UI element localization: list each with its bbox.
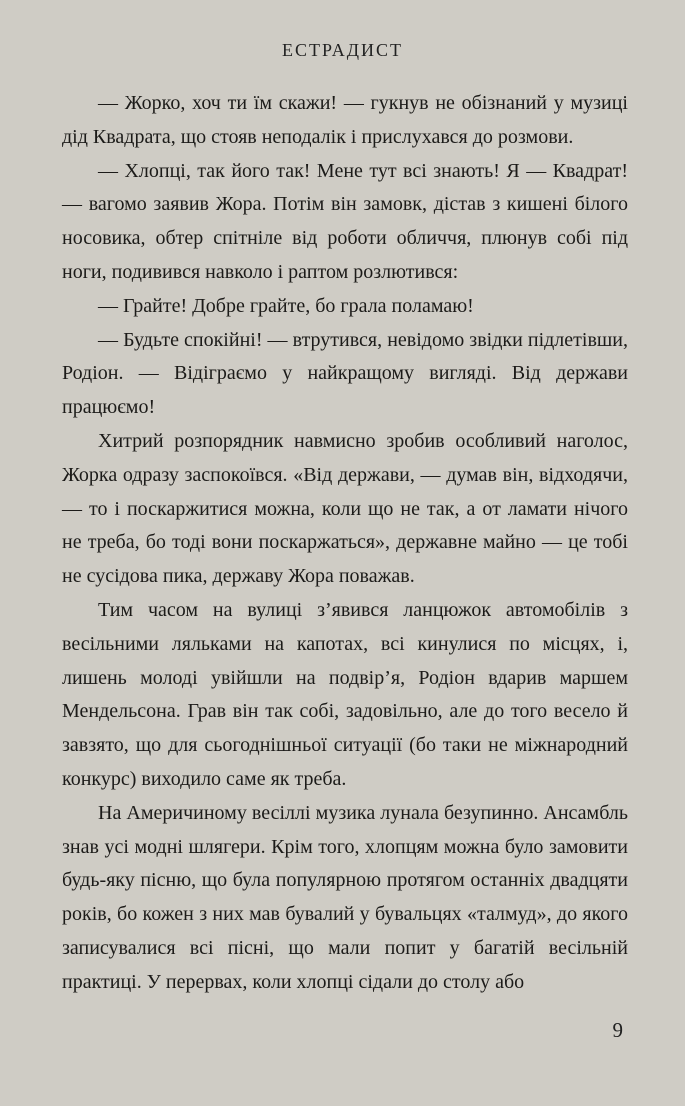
paragraph: На Америчиному весіллі музика лунала безупинно. Ансамбль знав усі модні шлягери. Крім того, хлопцям можна було замовити будь-яку пісню, що була популярною протягом останніх двадцяти років, бо кожен з них мав бувалий у бувальцях «талмуд», до якого записувалися всі пісні, що мали попит у багатій весільній практиці. У перервах, коли хлопці сідали до столу або bbox=[62, 801, 628, 993]
page-number: 9 bbox=[612, 1018, 623, 1042]
paragraph: — Будьте спокійні! — втрутився, невідомо звідки підлетівши, Родіон. — Відіграємо у найкращому вигляді. Від держави працюємо! bbox=[62, 328, 628, 419]
paragraph: Тим часом на вулиці з’явився ланцюжок автомобілів з весільними ляльками на капотах, всі кинулися по місцях, і, лишень молоді увійшли на подвір’я, Родіон вдарив маршем Мендельсона. Грав він так собі, задовільно, але до того весело й завзято, що для сьогоднішньої ситуації (бо таки не міжнародний конкурс) виходило саме як треба. bbox=[62, 598, 628, 790]
running-head: ЕСТРАДИСТ bbox=[282, 40, 403, 60]
paragraph: — Жорко, хоч ти їм скажи! — гукнув не обізнаний у музиці дід Квадрата, що стояв неподалік і прислухався до розмови. bbox=[62, 92, 628, 148]
body-text bbox=[62, 87, 628, 1000]
paragraph: — Хлопці, так його так! Мене тут всі знають! Я — Квадрат! — вагомо заявив Жора. Потім він замовк, дістав з кишені білого носовика, обтер спітніле від роботи обличчя, плюнув собі під ноги, подивився навколо і раптом розлютився: bbox=[62, 159, 628, 283]
paragraph: Хитрий розпорядник навмисно зробив особливий наголос, Жорка одразу заспокоївся. «Від держави, — думав він, відходячи, — то і поскаржитися можна, коли що не так, а от ламати нічого не треба, бо тоді вони поскаржаться», державне майно — це тобі не сусідова пика, державу Жора поважав. bbox=[62, 429, 628, 588]
paragraph: — Грайте! Добре грайте, бо грала поламаю! bbox=[98, 294, 474, 317]
